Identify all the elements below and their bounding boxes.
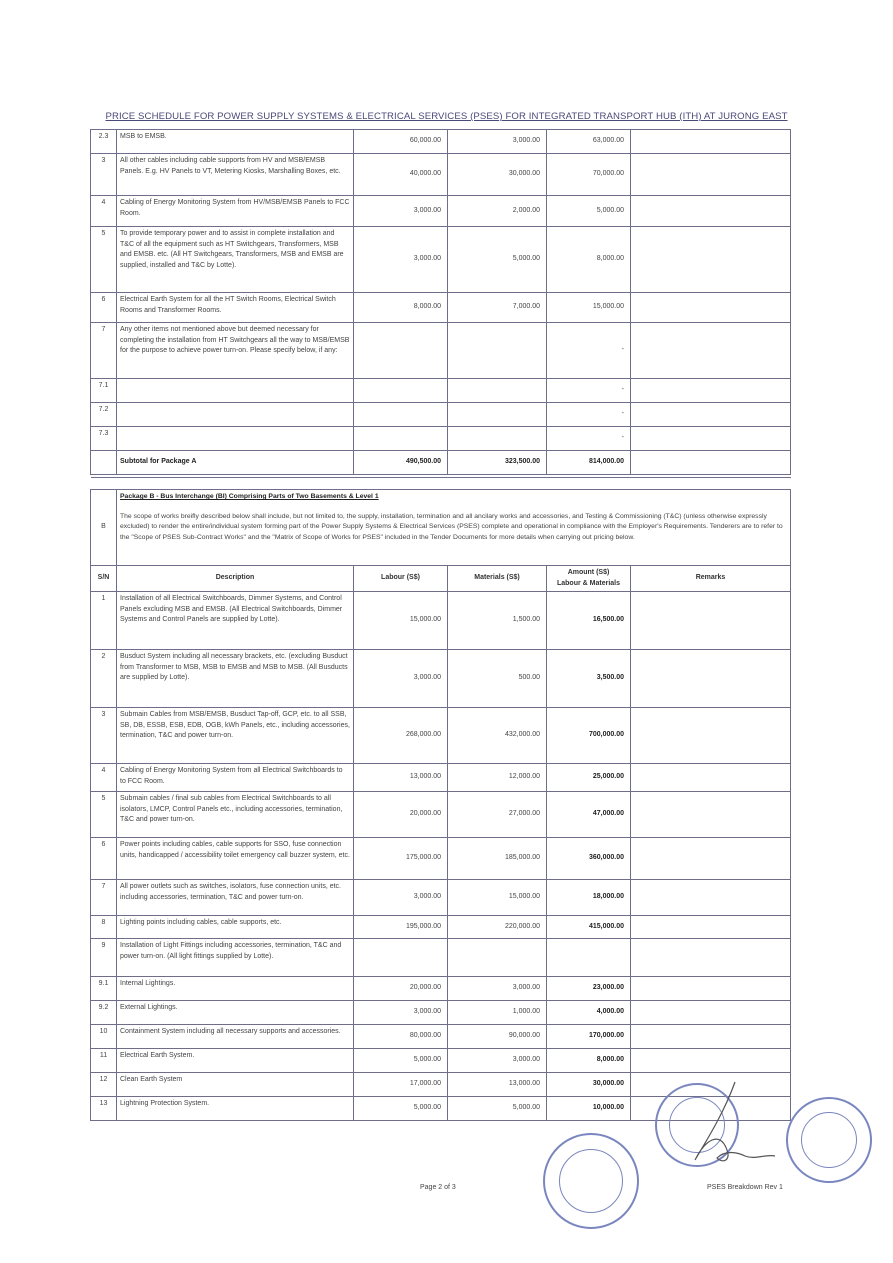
labour-cell: 3,000.00 (354, 650, 448, 708)
labour-cell (354, 323, 448, 379)
remarks-cell (631, 916, 791, 939)
amount-cell: 415,000.00 (547, 916, 631, 939)
sn-cell: 7.2 (91, 403, 117, 427)
sn-cell: 6 (91, 838, 117, 880)
sn-cell: 12 (91, 1073, 117, 1097)
labour-cell: 5,000.00 (354, 1097, 448, 1121)
remarks-cell (631, 1025, 791, 1049)
table-row (91, 1049, 791, 1073)
amount-cell: 5,000.00 (547, 196, 631, 227)
remarks-cell (631, 403, 791, 427)
amount-cell: 30,000.00 (547, 1073, 631, 1097)
table-row (91, 323, 791, 379)
sn-cell: 1 (91, 592, 117, 650)
sn-cell: 3 (91, 154, 117, 196)
subtotal-amount: 814,000.00 (547, 451, 631, 475)
sn-cell: 9.2 (91, 1001, 117, 1025)
subtotal-row (91, 451, 791, 475)
remarks-cell (631, 592, 791, 650)
amount-cell: 16,500.00 (547, 592, 631, 650)
labour-cell: 13,000.00 (354, 764, 448, 792)
table-row (91, 764, 791, 792)
bnl-stamp-lower (543, 1133, 639, 1229)
amount-cell: 23,000.00 (547, 977, 631, 1001)
remarks-cell (631, 977, 791, 1001)
table-row (91, 427, 791, 451)
subtotal-materials: 323,500.00 (448, 451, 547, 475)
remarks-cell (631, 196, 791, 227)
remarks-cell (631, 227, 791, 293)
remarks-cell (631, 293, 791, 323)
labour-cell: 195,000.00 (354, 916, 448, 939)
header-materials: Materials (S$) (448, 566, 547, 592)
header-description: Description (117, 566, 354, 592)
table-row (91, 1025, 791, 1049)
table-row (91, 154, 791, 196)
header-sn: S/N (91, 566, 117, 592)
table-row (91, 1001, 791, 1025)
amount-cell: 4,000.00 (547, 1001, 631, 1025)
sn-cell: 8 (91, 916, 117, 939)
subtotal-remarks (631, 451, 791, 475)
materials-cell: 5,000.00 (448, 1097, 547, 1121)
remarks-cell (631, 379, 791, 403)
description-cell: Electrical Earth System for all the HT Switch Rooms, Electrical Switch Rooms and Transformer Rooms. (117, 293, 354, 323)
page-number: Page 2 of 3 (420, 1184, 456, 1191)
sn-cell: 11 (91, 1049, 117, 1073)
labour-cell (354, 379, 448, 403)
materials-cell: 1,000.00 (448, 1001, 547, 1025)
materials-cell: 13,000.00 (448, 1073, 547, 1097)
remarks-cell (631, 939, 791, 977)
package-letter: B (91, 490, 117, 566)
labour-cell: 8,000.00 (354, 293, 448, 323)
materials-cell: 2,000.00 (448, 196, 547, 227)
description-cell: Submain Cables from MSB/EMSB, Busduct Tap-off, GCP, etc. to all SSB, SB, DB, ESSB, ESB, EDB, OGB, kWh Panels, etc., including accessories, termination, T&C and power turn-on. (117, 708, 354, 764)
labour-cell (354, 427, 448, 451)
revision-label: PSES Breakdown Rev 1 (707, 1184, 783, 1191)
header-amount-line1: Amount (S$) (567, 569, 610, 576)
sn-cell: 2.3 (91, 130, 117, 154)
labour-cell: 20,000.00 (354, 977, 448, 1001)
header-amount (547, 566, 631, 592)
header-amount-line2: Labour & Materials (556, 579, 620, 587)
description-cell: Submain cables / final sub cables from Electrical Switchboards to all isolators, LMCP, Control Panels etc., including accessories, termination, T&C and power turn-on. (117, 792, 354, 838)
labour-cell: 3,000.00 (354, 227, 448, 293)
amount-cell: 360,000.00 (547, 838, 631, 880)
table-row (91, 977, 791, 1001)
amount-cell: 170,000.00 (547, 1025, 631, 1049)
table-row (91, 880, 791, 916)
materials-cell: 432,000.00 (448, 708, 547, 764)
description-cell: Installation of all Electrical Switchboards, Dimmer Systems, and Control Panels excluding MSB and EMSB. (All Electrical Switchboards, Dimmer Systems and Control Panels are supplied by Lotte). (117, 592, 354, 650)
description-cell (117, 379, 354, 403)
materials-cell (448, 939, 547, 977)
sn-cell: 5 (91, 227, 117, 293)
sn-cell: 7 (91, 880, 117, 916)
description-cell: Power points including cables, cable supports for SSO, fuse connection units, handicapped / accessibility toilet emergency call buzzer system, etc. (117, 838, 354, 880)
spacer-row (91, 478, 791, 490)
amount-cell: 47,000.00 (547, 792, 631, 838)
description-cell: All power outlets such as switches, isolators, fuse connection units, etc. including accessories, termination, T&C and power turn-on. (117, 880, 354, 916)
materials-cell: 3,000.00 (448, 977, 547, 1001)
header-labour: Labour (S$) (354, 566, 448, 592)
description-cell: Installation of Light Fittings including accessories, termination, T&C and power turn-on. (All light fittings supplied by Lotte). (117, 939, 354, 977)
description-cell: To provide temporary power and to assist in complete installation and T&C of all the equipment such as HT Switchgears, Transformers, MSB and EMSB. etc. (All HT Switchgears, Transformers, MSB and EMSB are supplied, installed and T&C by Lotte). (117, 227, 354, 293)
amount-cell (547, 939, 631, 977)
materials-cell: 220,000.00 (448, 916, 547, 939)
labour-cell (354, 939, 448, 977)
sn-cell: 13 (91, 1097, 117, 1121)
table-row (91, 650, 791, 708)
materials-cell (448, 403, 547, 427)
subtotal-labour: 490,500.00 (354, 451, 448, 475)
table-row (91, 196, 791, 227)
materials-cell: 3,000.00 (448, 130, 547, 154)
package-b-table (90, 477, 791, 1121)
remarks-cell (631, 427, 791, 451)
amount-cell: 10,000.00 (547, 1097, 631, 1121)
materials-cell: 30,000.00 (448, 154, 547, 196)
materials-cell: 3,000.00 (448, 1049, 547, 1073)
labour-cell: 268,000.00 (354, 708, 448, 764)
description-cell (117, 427, 354, 451)
amount-cell: - (547, 379, 631, 403)
table-row (91, 838, 791, 880)
sn-cell: 7.1 (91, 379, 117, 403)
lotte-stamp (786, 1097, 872, 1183)
remarks-cell (631, 323, 791, 379)
remarks-cell (631, 838, 791, 880)
signature-mark (665, 1080, 785, 1170)
amount-cell: - (547, 323, 631, 379)
sn-cell: 2 (91, 650, 117, 708)
labour-cell: 3,000.00 (354, 1001, 448, 1025)
sn-cell: 3 (91, 708, 117, 764)
description-cell: Lightning Protection System. (117, 1097, 354, 1121)
amount-cell: 8,000.00 (547, 1049, 631, 1073)
materials-cell (448, 427, 547, 451)
materials-cell: 7,000.00 (448, 293, 547, 323)
table-row (91, 130, 791, 154)
remarks-cell (631, 650, 791, 708)
amount-cell: 70,000.00 (547, 154, 631, 196)
labour-cell: 175,000.00 (354, 838, 448, 880)
amount-cell: 15,000.00 (547, 293, 631, 323)
table-row (91, 293, 791, 323)
package-b-title: Package B - Bus Interchange (BI) Comprising Parts of Two Basements & Level 1 (120, 493, 379, 500)
remarks-cell (631, 1001, 791, 1025)
remarks-cell (631, 792, 791, 838)
sn-cell: 9 (91, 939, 117, 977)
description-cell: Lighting points including cables, cable supports, etc. (117, 916, 354, 939)
table-row (91, 939, 791, 977)
description-cell: Electrical Earth System. (117, 1049, 354, 1073)
amount-cell: 18,000.00 (547, 880, 631, 916)
sn-cell: 4 (91, 764, 117, 792)
labour-cell: 40,000.00 (354, 154, 448, 196)
materials-cell: 27,000.00 (448, 792, 547, 838)
sn-cell: 6 (91, 293, 117, 323)
table-row (91, 592, 791, 650)
package-b-scope (117, 490, 791, 566)
table-row (91, 403, 791, 427)
amount-cell: - (547, 403, 631, 427)
sn-cell: 7.3 (91, 427, 117, 451)
remarks-cell (631, 764, 791, 792)
sn-cell: 10 (91, 1025, 117, 1049)
remarks-cell (631, 880, 791, 916)
labour-cell: 20,000.00 (354, 792, 448, 838)
amount-cell: 700,000.00 (547, 708, 631, 764)
description-cell: All other cables including cable supports from HV and MSB/EMSB Panels. E.g. HV Panels to VT, Metering Kiosks, Marshalling Boxes, etc. (117, 154, 354, 196)
description-cell: Any other items not mentioned above but deemed necessary for completing the installation from HT Switchgears all the way to MSB/EMSB for the purpose to achieve power turn-on. Please specify below, if any: (117, 323, 354, 379)
remarks-cell (631, 154, 791, 196)
labour-cell (354, 403, 448, 427)
description-cell: External Lightings. (117, 1001, 354, 1025)
description-cell: MSB to EMSB. (117, 130, 354, 154)
materials-cell (448, 323, 547, 379)
description-cell (117, 403, 354, 427)
description-cell: Cabling of Energy Monitoring System from all Electrical Switchboards to to FCC Room. (117, 764, 354, 792)
labour-cell: 60,000.00 (354, 130, 448, 154)
materials-cell: 5,000.00 (448, 227, 547, 293)
page-title: PRICE SCHEDULE FOR POWER SUPPLY SYSTEMS & ELECTRICAL SERVICES (PSES) FOR INTEGRATED TRANSPORT HUB (ITH) AT JURONG EAST (105, 111, 788, 122)
table-row (91, 792, 791, 838)
header-remarks: Remarks (631, 566, 791, 592)
labour-cell: 3,000.00 (354, 196, 448, 227)
description-cell: Cabling of Energy Monitoring System from HV/MSB/EMSB Panels to FCC Room. (117, 196, 354, 227)
labour-cell: 15,000.00 (354, 592, 448, 650)
package-a-table (90, 129, 791, 475)
remarks-cell (631, 130, 791, 154)
amount-cell: - (547, 427, 631, 451)
sn-cell: 9.1 (91, 977, 117, 1001)
materials-cell: 500.00 (448, 650, 547, 708)
sn-cell: 5 (91, 792, 117, 838)
description-cell: Containment System including all necessary supports and accessories. (117, 1025, 354, 1049)
table-row (91, 708, 791, 764)
table-row (91, 227, 791, 293)
table-row (91, 916, 791, 939)
labour-cell: 3,000.00 (354, 880, 448, 916)
subtotal-label: Subtotal for Package A (117, 451, 354, 475)
sn-cell: 4 (91, 196, 117, 227)
labour-cell: 5,000.00 (354, 1049, 448, 1073)
amount-cell: 8,000.00 (547, 227, 631, 293)
subtotal-sn (91, 451, 117, 475)
remarks-cell (631, 708, 791, 764)
materials-cell: 15,000.00 (448, 880, 547, 916)
amount-cell: 3,500.00 (547, 650, 631, 708)
amount-cell: 25,000.00 (547, 764, 631, 792)
description-cell: Internal Lightings. (117, 977, 354, 1001)
materials-cell: 12,000.00 (448, 764, 547, 792)
table-row (91, 379, 791, 403)
description-cell: Clean Earth System (117, 1073, 354, 1097)
materials-cell (448, 379, 547, 403)
labour-cell: 17,000.00 (354, 1073, 448, 1097)
remarks-cell (631, 1049, 791, 1073)
materials-cell: 1,500.00 (448, 592, 547, 650)
materials-cell: 185,000.00 (448, 838, 547, 880)
labour-cell: 80,000.00 (354, 1025, 448, 1049)
sn-cell: 7 (91, 323, 117, 379)
materials-cell: 90,000.00 (448, 1025, 547, 1049)
amount-cell: 63,000.00 (547, 130, 631, 154)
package-b-scope-text: The scope of works breifly described below shall include, but not limited to, the supply, installation, termination and all ancilary works and accessories, and Testing & Commissioning (T&C) (unless otherwise expressly excluded) to render the entire/individual system forming part of the Power Supply Systems & Electrical Services (PSES) complete and operational in compliance with the Employer's Requirements. Tenderers are to refer to the "Scope of PSES Sub-Contract Works" and the "Matrix of Scope of Works for PSES" included in the Tender Documents for more details when carrying out pricing below. (120, 512, 783, 541)
description-cell: Busduct System including all necessary brackets, etc. (excluding Busduct from Transformer to MSB, MSB to EMSB and MSB to MSB. (All Busducts are supplied by Lotte). (117, 650, 354, 708)
